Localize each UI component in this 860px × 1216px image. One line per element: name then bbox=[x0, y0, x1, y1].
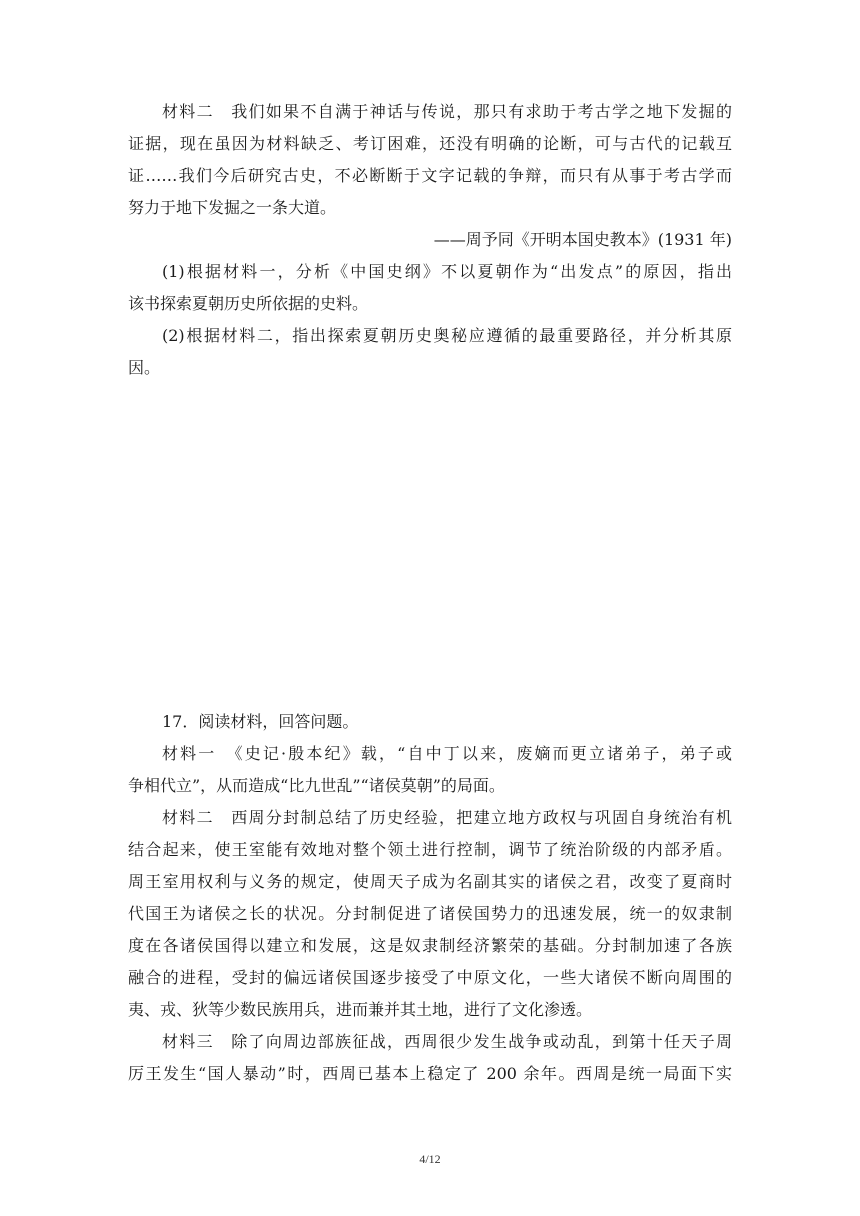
material-two-line: 夷、戎、狄等少数民族用兵，进而兼并其土地，进行了文化渗透。 bbox=[128, 1000, 593, 1019]
question-1-line: (1)根据材料一，分析《中国史纲》不以夏朝作为“出发点”的原因，指出 bbox=[162, 262, 732, 281]
material-two-line: 度在各诸侯国得以建立和发展，这是奴隶制经济繁荣的基础。分封制加速了各族 bbox=[128, 936, 732, 955]
question-2-line: 因。 bbox=[128, 358, 161, 377]
question-1-line: 该书探索夏朝历史所依据的史料。 bbox=[128, 294, 369, 313]
material-two-line: 代国王为诸侯之长的状况。分封制促进了诸侯国势力的迅速发展，统一的奴隶制 bbox=[128, 904, 732, 923]
material-three-line: 材料三 除了向周边部族征战，西周很少发生战争或动乱，到第十任天子周 bbox=[162, 1032, 732, 1051]
question-17 bbox=[128, 706, 732, 1090]
material-three-line: 厉王发生“国人暴动”时，西周已基本上稳定了 200 余年。西周是统一局面下实 bbox=[128, 1064, 732, 1083]
material-one-line: 材料一 《史记·殷本纪》载，“自中丁以来，废嫡而更立诸弟子，弟子或 bbox=[162, 744, 732, 763]
source-citation: ——周予同《开明本国史教本》(1931 年) bbox=[433, 230, 732, 249]
paragraph-line: 材料二 我们如果不自满于神话与传说，那只有求助于考古学之地下发掘的 bbox=[162, 102, 732, 121]
page-number: 4/12 bbox=[419, 1152, 441, 1166]
question-17-title: 17．阅读材料，回答问题。 bbox=[162, 712, 359, 731]
paragraph-line: 努力于地下发掘之一条大道。 bbox=[128, 198, 337, 217]
question-2-line: (2)根据材料二，指出探索夏朝历史奥秘应遵循的最重要路径，并分析其原 bbox=[162, 326, 732, 345]
material-two-line: 周王室用权利与义务的规定，使周天子成为名副其实的诸侯之君，改变了夏商时 bbox=[128, 872, 732, 891]
material-two-archaeology bbox=[128, 96, 732, 384]
paragraph-line: 证……我们今后研究古史，不必断断于文字记载的争辩，而只有从事于考古学而 bbox=[128, 166, 732, 185]
material-two-line: 融合的进程，受封的偏远诸侯国逐步接受了中原文化，一些大诸侯不断向周围的 bbox=[128, 968, 732, 987]
material-one-line: 争相代立”，从而造成“比九世乱”“诸侯莫朝”的局面。 bbox=[128, 776, 505, 795]
material-two-line: 结合起来，使王室能有效地对整个领土进行控制，调节了统治阶级的内部矛盾。 bbox=[128, 840, 732, 859]
material-two-line: 材料二 西周分封制总结了历史经验，把建立地方政权与巩固自身统治有机 bbox=[162, 808, 732, 827]
paragraph-line: 证据，现在虽因为材料缺乏、考订困难，还没有明确的论断，可与古代的记载互 bbox=[128, 134, 732, 153]
